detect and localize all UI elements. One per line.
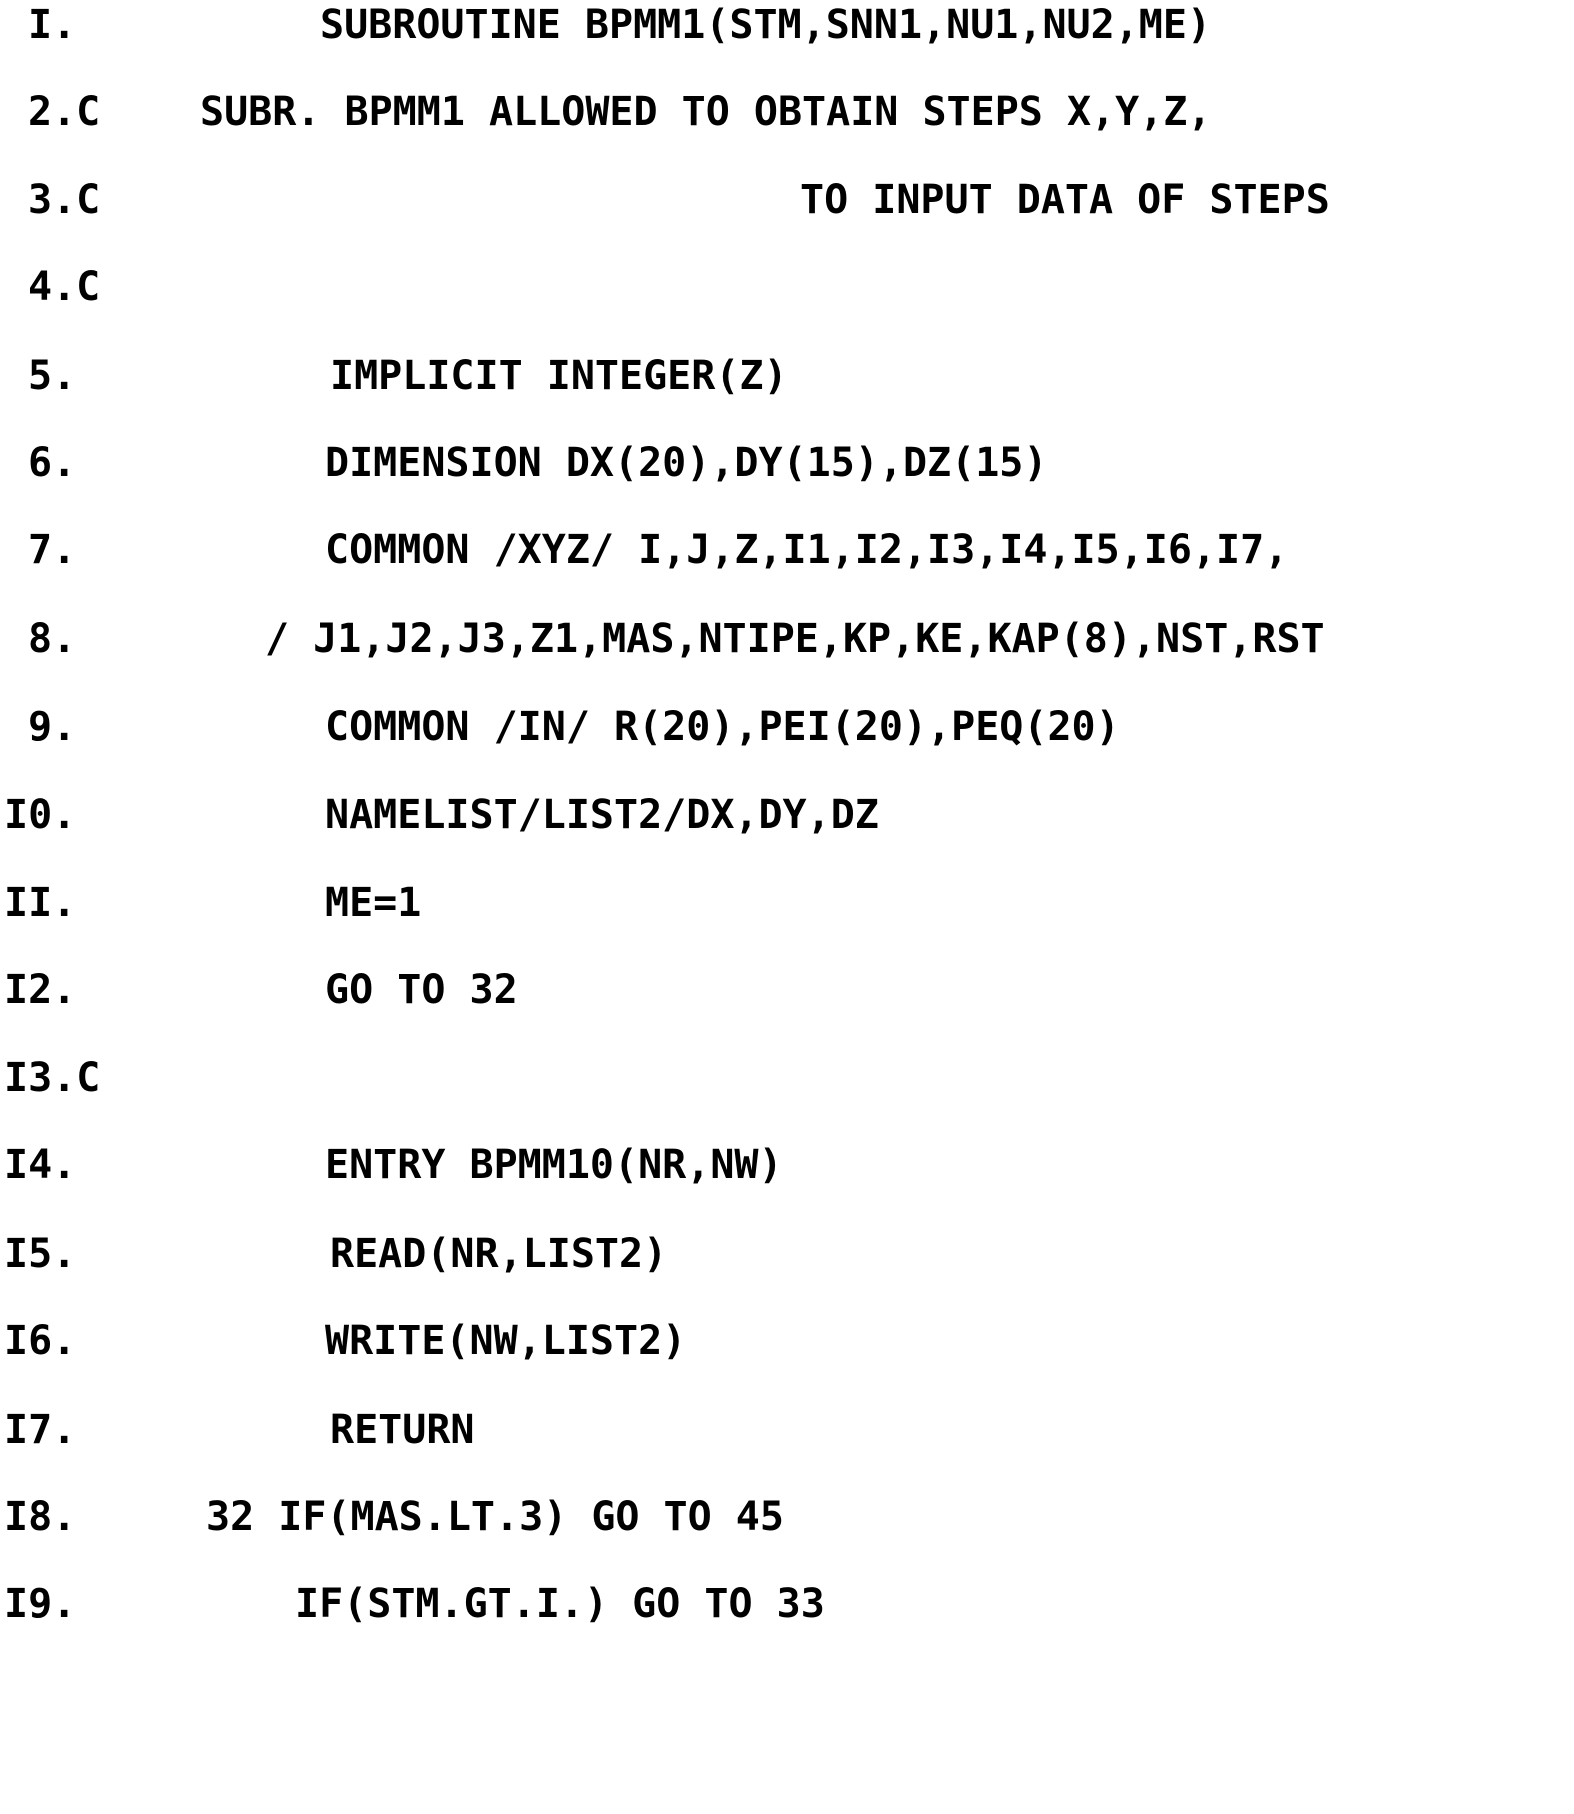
- code-line-15: [0, 1224, 1574, 1284]
- line-number: I2.: [4, 967, 77, 1013]
- line-number: I6.: [4, 1318, 77, 1364]
- code-text: DIMENSION DX(20),DY(15),DZ(15): [325, 440, 1048, 486]
- line-number: 2.C: [28, 89, 101, 135]
- line-number: II.: [4, 880, 77, 926]
- code-line-2: [0, 82, 1574, 142]
- code-line-19: [0, 1574, 1574, 1634]
- code-line-6: [0, 433, 1574, 493]
- code-line-1: [0, 0, 1574, 55]
- line-number: I7.: [4, 1407, 77, 1453]
- code-text: GO TO 32: [325, 967, 518, 1013]
- code-line-3: [0, 170, 1574, 230]
- code-text: ME=1: [325, 880, 422, 926]
- line-number: 3.C: [28, 177, 101, 223]
- code-line-7: [0, 520, 1574, 580]
- line-number: 6.: [28, 440, 77, 486]
- code-text: TO INPUT DATA OF STEPS: [800, 177, 1330, 223]
- code-text: IMPLICIT INTEGER(Z): [330, 353, 788, 399]
- code-text: READ(NR,LIST2): [330, 1231, 668, 1277]
- code-line-13: [0, 1048, 1574, 1108]
- code-text: COMMON /XYZ/ I,J,Z,I1,I2,I3,I4,I5,I6,I7,: [325, 527, 1289, 573]
- code-line-18: [0, 1487, 1574, 1547]
- code-line-4: [0, 257, 1574, 317]
- line-number: I9.: [4, 1581, 77, 1627]
- code-text: WRITE(NW,LIST2): [325, 1318, 687, 1364]
- code-line-8: [0, 609, 1574, 669]
- code-line-12: [0, 960, 1574, 1020]
- line-number: 5.: [28, 353, 77, 399]
- code-text: SUBROUTINE BPMM1(STM,SNN1,NU1,NU2,ME): [320, 2, 1212, 48]
- code-text: RETURN: [330, 1407, 475, 1453]
- line-number: 9.: [28, 704, 77, 750]
- code-line-11: [0, 873, 1574, 933]
- line-number: I8.: [4, 1494, 77, 1540]
- code-text: SUBR. BPMM1 ALLOWED TO OBTAIN STEPS X,Y,Z,: [200, 89, 1212, 135]
- code-text: / J1,J2,J3,Z1,MAS,NTIPE,KP,KE,KAP(8),NST,RST: [265, 616, 1325, 662]
- line-number: 4.C: [28, 264, 101, 310]
- line-number: I0.: [4, 792, 77, 838]
- code-text: NAMELIST/LIST2/DX,DY,DZ: [325, 792, 879, 838]
- code-line-9: [0, 697, 1574, 757]
- line-number: I3.C: [4, 1055, 101, 1101]
- code-text: ENTRY BPMM10(NR,NW): [325, 1142, 783, 1188]
- line-number: I.: [28, 2, 77, 48]
- line-number: 7.: [28, 527, 77, 573]
- code-line-10: [0, 785, 1574, 845]
- line-number: I5.: [4, 1231, 77, 1277]
- line-number: 8.: [28, 616, 77, 662]
- code-text: 32 IF(MAS.LT.3) GO TO 45: [206, 1494, 784, 1540]
- code-line-5: [0, 346, 1574, 406]
- code-text: IF(STM.GT.I.) GO TO 33: [295, 1581, 825, 1627]
- code-line-14: [0, 1135, 1574, 1195]
- code-text: COMMON /IN/ R(20),PEI(20),PEQ(20): [325, 704, 1120, 750]
- code-line-16: [0, 1311, 1574, 1371]
- line-number: I4.: [4, 1142, 77, 1188]
- code-line-17: [0, 1400, 1574, 1460]
